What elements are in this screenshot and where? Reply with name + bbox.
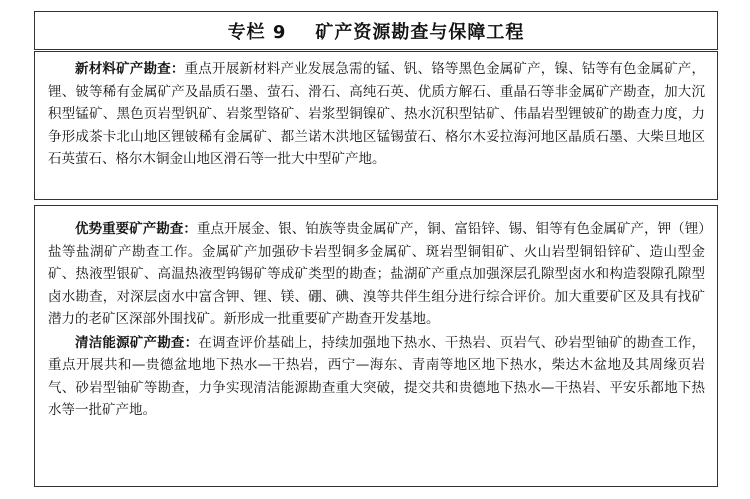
new-materials-text: 重点开展新材料产业发展急需的锰、钒、铬等黑色金属矿产，镍、钴等有色金属矿产，锂、铍等稀有金属矿产及晶质石墨、萤石、滑石、高纯石英、优质方解石、重晶石等非金属矿产勘查，加大沉积型锰矿、黑色页岩型钒矿、岩浆型铬矿、岩浆型铜镍矿、热水沉积型钴矿、伟晶岩型锂铍矿的勘查力度，力争形成茶卡北山地区锂铍稀有金属矿、都兰诺木洪地区锰锡萤石、格尔木妥拉海河地区晶质石墨、大柴旦地区石英萤石、格尔木铜金山地区滑石等一批大中型矿产地。 [48, 61, 706, 167]
clean-energy-heading: 清洁能源矿产勘查： [75, 334, 199, 351]
new-materials-paragraph [48, 58, 705, 171]
key-minerals-heading: 优势重要矿产勘查： [75, 221, 197, 237]
column-title-box [34, 11, 718, 50]
column-title: 专栏 9 矿产资源勘查与保障工程 [227, 21, 525, 43]
key-minerals-paragraph [48, 218, 705, 331]
key-and-clean-energy-box [34, 205, 718, 487]
clean-energy-paragraph [48, 332, 705, 422]
new-materials-box [34, 51, 718, 200]
clean-energy-text: 在调查评价基础上，持续加强地下热水、干热岩、页岩气、砂岩型铀矿的勘查工作，重点开展共和—贵德盆地地下热水—干热岩，西宁—海东、青南等地区地下热水，柴达木盆地及其周缘页岩气、砂岩型铀矿等勘查，力争实现清洁能源勘查重大突破，提交共和贵德地下热水—干热岩、平安乐都地下热水等一批矿产地。 [48, 334, 706, 418]
key-minerals-text: 重点开展金、银、铂族等贵金属矿产，铜、富铅锌、锡、钼等有色金属矿产，钾（锂）盐等盐湖矿产勘查工作。金属矿产加强矽卡岩型铜多金属矿、斑岩型铜钼矿、火山岩型铜铅锌矿、造山型金矿、热液型银矿、高温热液型钨锡矿等成矿类型的勘查；盐湖矿产重点加强深层孔隙型卤水和构造裂隙孔隙型卤水勘查，对深层卤水中富含钾、锂、镁、硼、碘、溴等共伴生组分进行综合评价。加大重要矿区及具有找矿潜力的老矿区深部外围找矿。新形成一批重要矿产勘查开发基地。 [48, 221, 706, 327]
new-materials-heading: 新材料矿产勘查： [75, 61, 185, 77]
